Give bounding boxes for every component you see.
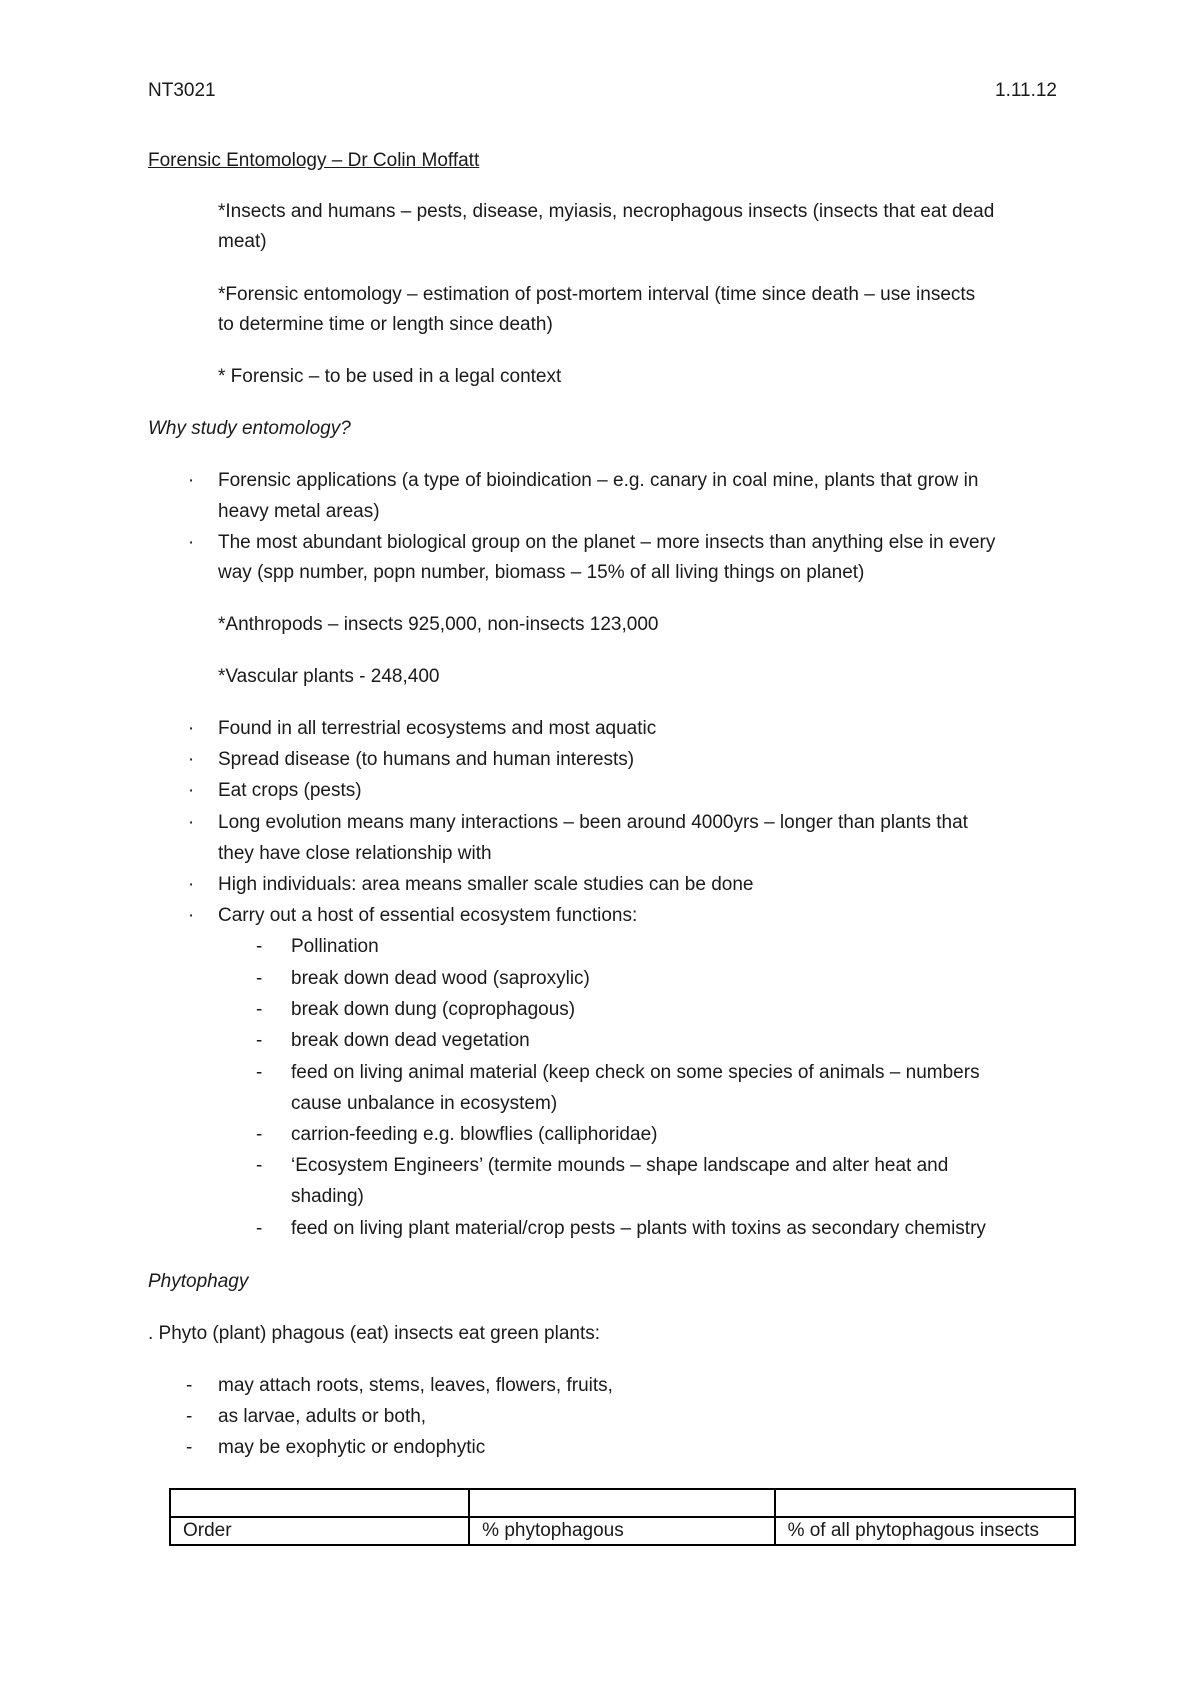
dash-icon: - — [256, 936, 263, 957]
section-heading-phytophagy: Phytophagy — [148, 1271, 249, 1292]
bullet-icon: · — [187, 905, 195, 926]
dash-icon: - — [256, 999, 263, 1020]
section-heading-why: Why study entomology? — [148, 418, 351, 439]
dash-icon: - — [256, 1218, 263, 1239]
dash-icon: - — [186, 1375, 193, 1396]
table-cell-order: Order — [170, 1517, 469, 1545]
bullet-icon: · — [187, 780, 195, 801]
bullet-icon: · — [187, 749, 195, 770]
bullet-icon: · — [187, 718, 195, 739]
dash-icon: - — [186, 1406, 193, 1427]
function-item-1: Pollination — [291, 936, 379, 957]
dash-icon: - — [186, 1437, 193, 1458]
intro-1-line-2: meat) — [218, 231, 267, 252]
phyto-item-1: may attach roots, stems, leaves, flowers, fruits, — [218, 1375, 613, 1396]
bullet-icon: · — [187, 874, 195, 895]
why-bullet-1-line-2: heavy metal areas) — [218, 501, 380, 522]
why-bullet-1-line-1: Forensic applications (a type of bioindication – e.g. canary in coal mine, plants that grow in — [218, 470, 979, 491]
stat-anthropods: *Anthropods – insects 925,000, non-insects 123,000 — [218, 614, 659, 635]
intro-3: * Forensic – to be used in a legal context — [218, 366, 562, 387]
stat-vascular-plants: *Vascular plants - 248,400 — [218, 666, 440, 687]
document-title: Forensic Entomology – Dr Colin Moffatt — [148, 150, 480, 171]
table-cell — [775, 1489, 1075, 1517]
dash-icon: - — [256, 968, 263, 989]
why-bullet-8: Carry out a host of essential ecosystem functions: — [218, 905, 638, 926]
why-bullet-5: Eat crops (pests) — [218, 780, 362, 801]
table-cell — [170, 1489, 469, 1517]
course-code: NT3021 — [148, 80, 216, 101]
why-bullet-2-line-1: The most abundant biological group on the planet – more insects than anything else in every — [218, 532, 996, 553]
phytophagous-orders-table — [169, 1488, 1076, 1546]
table-row — [170, 1517, 1075, 1545]
document-date: 1.11.12 — [995, 80, 1057, 101]
table-cell-percent-phytophagous: % phytophagous — [469, 1517, 774, 1545]
function-item-7-line-1: ‘Ecosystem Engineers’ (termite mounds – shape landscape and alter heat and — [291, 1155, 949, 1176]
phyto-item-3: may be exophytic or endophytic — [218, 1437, 486, 1458]
why-bullet-2-line-2: way (spp number, popn number, biomass – 15% of all living things on planet) — [218, 562, 865, 583]
intro-1-line-1: *Insects and humans – pests, disease, myiasis, necrophagous insects (insects that eat dead — [218, 201, 995, 222]
table-cell-percent-of-all: % of all phytophagous insects — [775, 1517, 1075, 1545]
dash-icon: - — [256, 1155, 263, 1176]
bullet-icon: · — [187, 532, 195, 553]
why-bullet-3: Found in all terrestrial ecosystems and most aquatic — [218, 718, 657, 739]
why-bullet-6-line-1: Long evolution means many interactions – been around 4000yrs – longer than plants that — [218, 812, 968, 833]
intro-2-line-1: *Forensic entomology – estimation of post-mortem interval (time since death – use insects — [218, 284, 976, 305]
table-header-row — [170, 1489, 1075, 1517]
function-item-8: feed on living plant material/crop pests – plants with toxins as secondary chemistry — [291, 1218, 986, 1239]
bullet-icon: · — [187, 470, 195, 491]
phyto-item-2: as larvae, adults or both, — [218, 1406, 427, 1427]
function-item-7-line-2: shading) — [291, 1186, 364, 1207]
why-bullet-6-line-2: they have close relationship with — [218, 843, 492, 864]
bullet-icon: · — [187, 812, 195, 833]
function-item-6: carrion-feeding e.g. blowflies (calliphoridae) — [291, 1124, 658, 1145]
function-item-4: break down dead vegetation — [291, 1030, 530, 1051]
dash-icon: - — [256, 1062, 263, 1083]
table-cell — [469, 1489, 774, 1517]
function-item-3: break down dung (coprophagous) — [291, 999, 576, 1020]
why-bullet-4: Spread disease (to humans and human interests) — [218, 749, 635, 770]
function-item-5-line-1: feed on living animal material (keep check on some species of animals – numbers — [291, 1062, 980, 1083]
intro-2-line-2: to determine time or length since death) — [218, 314, 553, 335]
phytophagy-intro: . Phyto (plant) phagous (eat) insects eat green plants: — [148, 1323, 601, 1344]
why-bullet-7: High individuals: area means smaller scale studies can be done — [218, 874, 754, 895]
dash-icon: - — [256, 1030, 263, 1051]
dash-icon: - — [256, 1124, 263, 1145]
function-item-2: break down dead wood (saproxylic) — [291, 968, 590, 989]
function-item-5-line-2: cause unbalance in ecosystem) — [291, 1093, 558, 1114]
